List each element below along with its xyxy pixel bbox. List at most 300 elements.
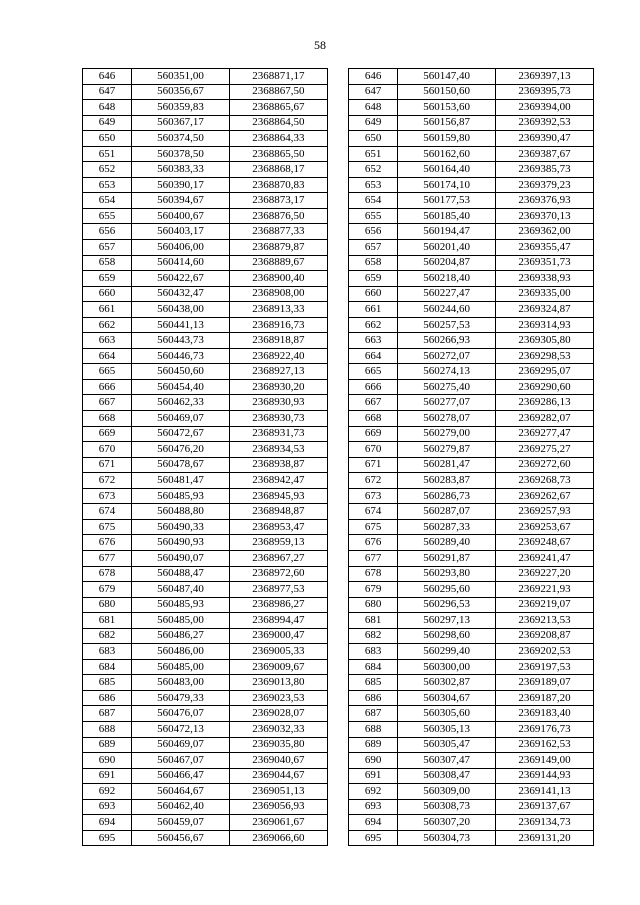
table-row bbox=[83, 566, 594, 582]
table-row bbox=[83, 582, 594, 598]
left-y-coordinate-cell: 2368871,17 bbox=[229, 69, 327, 85]
left-point-number-cell: 681 bbox=[83, 613, 132, 629]
column-gap bbox=[327, 348, 348, 364]
left-x-coordinate-cell: 560483,00 bbox=[131, 675, 229, 691]
left-point-number-cell: 671 bbox=[83, 457, 132, 473]
right-x-coordinate-cell: 560287,07 bbox=[398, 504, 496, 520]
table-row bbox=[83, 644, 594, 660]
column-gap bbox=[327, 799, 348, 815]
right-point-number-cell: 671 bbox=[349, 457, 398, 473]
left-x-coordinate-cell: 560359,83 bbox=[131, 100, 229, 116]
left-x-coordinate-cell: 560432,47 bbox=[131, 286, 229, 302]
table-row bbox=[83, 348, 594, 364]
right-x-coordinate-cell: 560272,07 bbox=[398, 348, 496, 364]
right-y-coordinate-cell: 2369141,13 bbox=[496, 784, 594, 800]
right-x-coordinate-cell: 560309,00 bbox=[398, 784, 496, 800]
table-row bbox=[83, 317, 594, 333]
column-gap bbox=[327, 395, 348, 411]
column-gap bbox=[327, 519, 348, 535]
right-x-coordinate-cell: 560156,87 bbox=[398, 115, 496, 131]
left-x-coordinate-cell: 560479,33 bbox=[131, 690, 229, 706]
left-point-number-cell: 686 bbox=[83, 690, 132, 706]
right-point-number-cell: 667 bbox=[349, 395, 398, 411]
right-point-number-cell: 658 bbox=[349, 255, 398, 271]
right-point-number-cell: 651 bbox=[349, 146, 398, 162]
right-point-number-cell: 647 bbox=[349, 84, 398, 100]
left-point-number-cell: 654 bbox=[83, 193, 132, 209]
table-row bbox=[83, 488, 594, 504]
right-x-coordinate-cell: 560147,40 bbox=[398, 69, 496, 85]
left-y-coordinate-cell: 2368953,47 bbox=[229, 519, 327, 535]
right-y-coordinate-cell: 2369324,87 bbox=[496, 302, 594, 318]
right-point-number-cell: 655 bbox=[349, 208, 398, 224]
table-row bbox=[83, 519, 594, 535]
left-x-coordinate-cell: 560450,60 bbox=[131, 364, 229, 380]
right-x-coordinate-cell: 560296,53 bbox=[398, 597, 496, 613]
left-point-number-cell: 659 bbox=[83, 271, 132, 287]
left-y-coordinate-cell: 2369028,07 bbox=[229, 706, 327, 722]
right-x-coordinate-cell: 560227,47 bbox=[398, 286, 496, 302]
right-y-coordinate-cell: 2369338,93 bbox=[496, 271, 594, 287]
right-point-number-cell: 695 bbox=[349, 830, 398, 846]
table-row bbox=[83, 411, 594, 427]
left-y-coordinate-cell: 2369005,33 bbox=[229, 644, 327, 660]
right-y-coordinate-cell: 2369379,23 bbox=[496, 177, 594, 193]
left-y-coordinate-cell: 2368865,50 bbox=[229, 146, 327, 162]
right-y-coordinate-cell: 2369298,53 bbox=[496, 348, 594, 364]
right-point-number-cell: 683 bbox=[349, 644, 398, 660]
left-y-coordinate-cell: 2369040,67 bbox=[229, 753, 327, 769]
left-point-number-cell: 680 bbox=[83, 597, 132, 613]
left-point-number-cell: 651 bbox=[83, 146, 132, 162]
right-y-coordinate-cell: 2369202,53 bbox=[496, 644, 594, 660]
right-point-number-cell: 661 bbox=[349, 302, 398, 318]
left-y-coordinate-cell: 2368864,33 bbox=[229, 131, 327, 147]
table-row bbox=[83, 255, 594, 271]
right-x-coordinate-cell: 560244,60 bbox=[398, 302, 496, 318]
right-y-coordinate-cell: 2369282,07 bbox=[496, 411, 594, 427]
right-point-number-cell: 652 bbox=[349, 162, 398, 178]
right-point-number-cell: 649 bbox=[349, 115, 398, 131]
left-point-number-cell: 661 bbox=[83, 302, 132, 318]
table-row bbox=[83, 690, 594, 706]
left-point-number-cell: 689 bbox=[83, 737, 132, 753]
left-point-number-cell: 672 bbox=[83, 473, 132, 489]
column-gap bbox=[327, 628, 348, 644]
right-point-number-cell: 664 bbox=[349, 348, 398, 364]
right-point-number-cell: 680 bbox=[349, 597, 398, 613]
table-row bbox=[83, 364, 594, 380]
left-x-coordinate-cell: 560469,07 bbox=[131, 411, 229, 427]
left-x-coordinate-cell: 560488,80 bbox=[131, 504, 229, 520]
left-y-coordinate-cell: 2368908,00 bbox=[229, 286, 327, 302]
left-x-coordinate-cell: 560486,00 bbox=[131, 644, 229, 660]
column-gap bbox=[327, 364, 348, 380]
column-gap bbox=[327, 566, 348, 582]
table-row bbox=[83, 115, 594, 131]
left-y-coordinate-cell: 2369061,67 bbox=[229, 815, 327, 831]
right-point-number-cell: 679 bbox=[349, 582, 398, 598]
left-x-coordinate-cell: 560422,67 bbox=[131, 271, 229, 287]
right-y-coordinate-cell: 2369219,07 bbox=[496, 597, 594, 613]
column-gap bbox=[327, 659, 348, 675]
right-point-number-cell: 648 bbox=[349, 100, 398, 116]
left-x-coordinate-cell: 560390,17 bbox=[131, 177, 229, 193]
table-row bbox=[83, 706, 594, 722]
column-gap bbox=[327, 830, 348, 846]
left-point-number-cell: 695 bbox=[83, 830, 132, 846]
right-y-coordinate-cell: 2369257,93 bbox=[496, 504, 594, 520]
left-point-number-cell: 677 bbox=[83, 550, 132, 566]
left-point-number-cell: 675 bbox=[83, 519, 132, 535]
left-y-coordinate-cell: 2368942,47 bbox=[229, 473, 327, 489]
left-x-coordinate-cell: 560446,73 bbox=[131, 348, 229, 364]
left-x-coordinate-cell: 560478,67 bbox=[131, 457, 229, 473]
left-point-number-cell: 646 bbox=[83, 69, 132, 85]
left-x-coordinate-cell: 560400,67 bbox=[131, 208, 229, 224]
left-point-number-cell: 657 bbox=[83, 240, 132, 256]
left-y-coordinate-cell: 2368879,87 bbox=[229, 240, 327, 256]
left-y-coordinate-cell: 2369066,60 bbox=[229, 830, 327, 846]
left-y-coordinate-cell: 2368972,60 bbox=[229, 566, 327, 582]
right-x-coordinate-cell: 560274,13 bbox=[398, 364, 496, 380]
left-x-coordinate-cell: 560469,07 bbox=[131, 737, 229, 753]
left-x-coordinate-cell: 560356,67 bbox=[131, 84, 229, 100]
right-y-coordinate-cell: 2369221,93 bbox=[496, 582, 594, 598]
right-x-coordinate-cell: 560279,00 bbox=[398, 426, 496, 442]
left-x-coordinate-cell: 560490,33 bbox=[131, 519, 229, 535]
right-x-coordinate-cell: 560297,13 bbox=[398, 613, 496, 629]
left-point-number-cell: 690 bbox=[83, 753, 132, 769]
column-gap bbox=[327, 208, 348, 224]
column-gap bbox=[327, 426, 348, 442]
left-x-coordinate-cell: 560485,00 bbox=[131, 613, 229, 629]
left-x-coordinate-cell: 560462,33 bbox=[131, 395, 229, 411]
left-x-coordinate-cell: 560383,33 bbox=[131, 162, 229, 178]
column-gap bbox=[327, 302, 348, 318]
left-y-coordinate-cell: 2368864,50 bbox=[229, 115, 327, 131]
right-x-coordinate-cell: 560304,73 bbox=[398, 830, 496, 846]
table-row bbox=[83, 69, 594, 85]
left-y-coordinate-cell: 2368934,53 bbox=[229, 442, 327, 458]
table-row bbox=[83, 550, 594, 566]
right-point-number-cell: 662 bbox=[349, 317, 398, 333]
left-x-coordinate-cell: 560486,27 bbox=[131, 628, 229, 644]
left-x-coordinate-cell: 560378,50 bbox=[131, 146, 229, 162]
left-y-coordinate-cell: 2368930,20 bbox=[229, 379, 327, 395]
table-row bbox=[83, 442, 594, 458]
right-x-coordinate-cell: 560305,13 bbox=[398, 721, 496, 737]
right-y-coordinate-cell: 2369390,47 bbox=[496, 131, 594, 147]
left-y-coordinate-cell: 2368889,67 bbox=[229, 255, 327, 271]
table-row bbox=[83, 146, 594, 162]
right-point-number-cell: 687 bbox=[349, 706, 398, 722]
right-x-coordinate-cell: 560287,33 bbox=[398, 519, 496, 535]
table-row bbox=[83, 737, 594, 753]
right-x-coordinate-cell: 560298,60 bbox=[398, 628, 496, 644]
left-x-coordinate-cell: 560351,00 bbox=[131, 69, 229, 85]
right-x-coordinate-cell: 560162,60 bbox=[398, 146, 496, 162]
table-row bbox=[83, 659, 594, 675]
column-gap bbox=[327, 597, 348, 613]
right-y-coordinate-cell: 2369314,93 bbox=[496, 317, 594, 333]
right-x-coordinate-cell: 560153,60 bbox=[398, 100, 496, 116]
right-x-coordinate-cell: 560289,40 bbox=[398, 535, 496, 551]
left-x-coordinate-cell: 560467,07 bbox=[131, 753, 229, 769]
column-gap bbox=[327, 224, 348, 240]
right-x-coordinate-cell: 560299,40 bbox=[398, 644, 496, 660]
right-y-coordinate-cell: 2369137,67 bbox=[496, 799, 594, 815]
right-y-coordinate-cell: 2369189,07 bbox=[496, 675, 594, 691]
right-point-number-cell: 670 bbox=[349, 442, 398, 458]
right-y-coordinate-cell: 2369362,00 bbox=[496, 224, 594, 240]
left-point-number-cell: 655 bbox=[83, 208, 132, 224]
right-point-number-cell: 691 bbox=[349, 768, 398, 784]
left-y-coordinate-cell: 2368977,53 bbox=[229, 582, 327, 598]
right-point-number-cell: 666 bbox=[349, 379, 398, 395]
column-gap bbox=[327, 193, 348, 209]
right-y-coordinate-cell: 2369187,20 bbox=[496, 690, 594, 706]
table-row bbox=[83, 815, 594, 831]
right-x-coordinate-cell: 560150,60 bbox=[398, 84, 496, 100]
right-x-coordinate-cell: 560304,67 bbox=[398, 690, 496, 706]
left-y-coordinate-cell: 2368959,13 bbox=[229, 535, 327, 551]
right-point-number-cell: 663 bbox=[349, 333, 398, 349]
right-point-number-cell: 665 bbox=[349, 364, 398, 380]
left-y-coordinate-cell: 2368922,40 bbox=[229, 348, 327, 364]
right-x-coordinate-cell: 560283,87 bbox=[398, 473, 496, 489]
left-point-number-cell: 662 bbox=[83, 317, 132, 333]
right-x-coordinate-cell: 560291,87 bbox=[398, 550, 496, 566]
right-y-coordinate-cell: 2369262,67 bbox=[496, 488, 594, 504]
left-y-coordinate-cell: 2368865,67 bbox=[229, 100, 327, 116]
right-y-coordinate-cell: 2369305,80 bbox=[496, 333, 594, 349]
left-y-coordinate-cell: 2369000,47 bbox=[229, 628, 327, 644]
table-row bbox=[83, 208, 594, 224]
column-gap bbox=[327, 146, 348, 162]
table-row bbox=[83, 597, 594, 613]
right-point-number-cell: 657 bbox=[349, 240, 398, 256]
right-y-coordinate-cell: 2369395,73 bbox=[496, 84, 594, 100]
left-point-number-cell: 679 bbox=[83, 582, 132, 598]
left-point-number-cell: 660 bbox=[83, 286, 132, 302]
left-point-number-cell: 669 bbox=[83, 426, 132, 442]
table-row bbox=[83, 131, 594, 147]
left-point-number-cell: 652 bbox=[83, 162, 132, 178]
left-y-coordinate-cell: 2368930,93 bbox=[229, 395, 327, 411]
table-row bbox=[83, 675, 594, 691]
right-point-number-cell: 694 bbox=[349, 815, 398, 831]
column-gap bbox=[327, 177, 348, 193]
right-point-number-cell: 681 bbox=[349, 613, 398, 629]
table-row bbox=[83, 100, 594, 116]
right-x-coordinate-cell: 560300,00 bbox=[398, 659, 496, 675]
left-x-coordinate-cell: 560456,67 bbox=[131, 830, 229, 846]
right-point-number-cell: 684 bbox=[349, 659, 398, 675]
right-y-coordinate-cell: 2369286,13 bbox=[496, 395, 594, 411]
right-point-number-cell: 682 bbox=[349, 628, 398, 644]
table-row bbox=[83, 753, 594, 769]
right-x-coordinate-cell: 560185,40 bbox=[398, 208, 496, 224]
left-x-coordinate-cell: 560485,93 bbox=[131, 597, 229, 613]
left-point-number-cell: 678 bbox=[83, 566, 132, 582]
column-gap bbox=[327, 550, 348, 566]
column-gap bbox=[327, 644, 348, 660]
column-gap bbox=[327, 411, 348, 427]
right-y-coordinate-cell: 2369275,27 bbox=[496, 442, 594, 458]
left-y-coordinate-cell: 2368867,50 bbox=[229, 84, 327, 100]
right-point-number-cell: 650 bbox=[349, 131, 398, 147]
left-x-coordinate-cell: 560414,60 bbox=[131, 255, 229, 271]
left-point-number-cell: 665 bbox=[83, 364, 132, 380]
right-point-number-cell: 668 bbox=[349, 411, 398, 427]
column-gap bbox=[327, 690, 348, 706]
left-y-coordinate-cell: 2368994,47 bbox=[229, 613, 327, 629]
right-y-coordinate-cell: 2369392,53 bbox=[496, 115, 594, 131]
left-point-number-cell: 684 bbox=[83, 659, 132, 675]
table-row bbox=[83, 302, 594, 318]
left-point-number-cell: 691 bbox=[83, 768, 132, 784]
column-gap bbox=[327, 84, 348, 100]
column-gap bbox=[327, 457, 348, 473]
table-row bbox=[83, 224, 594, 240]
left-x-coordinate-cell: 560454,40 bbox=[131, 379, 229, 395]
left-x-coordinate-cell: 560443,73 bbox=[131, 333, 229, 349]
left-x-coordinate-cell: 560490,93 bbox=[131, 535, 229, 551]
table-row bbox=[83, 457, 594, 473]
left-y-coordinate-cell: 2368916,73 bbox=[229, 317, 327, 333]
left-y-coordinate-cell: 2368967,27 bbox=[229, 550, 327, 566]
right-point-number-cell: 654 bbox=[349, 193, 398, 209]
table-row bbox=[83, 240, 594, 256]
table-row bbox=[83, 613, 594, 629]
right-y-coordinate-cell: 2369144,93 bbox=[496, 768, 594, 784]
left-x-coordinate-cell: 560472,67 bbox=[131, 426, 229, 442]
left-y-coordinate-cell: 2368900,40 bbox=[229, 271, 327, 287]
column-gap bbox=[327, 582, 348, 598]
right-y-coordinate-cell: 2369253,67 bbox=[496, 519, 594, 535]
left-point-number-cell: 667 bbox=[83, 395, 132, 411]
right-x-coordinate-cell: 560275,40 bbox=[398, 379, 496, 395]
right-y-coordinate-cell: 2369268,73 bbox=[496, 473, 594, 489]
column-gap bbox=[327, 675, 348, 691]
left-y-coordinate-cell: 2368945,93 bbox=[229, 488, 327, 504]
right-x-coordinate-cell: 560218,40 bbox=[398, 271, 496, 287]
left-y-coordinate-cell: 2368877,33 bbox=[229, 224, 327, 240]
right-x-coordinate-cell: 560286,73 bbox=[398, 488, 496, 504]
column-gap bbox=[327, 333, 348, 349]
right-point-number-cell: 690 bbox=[349, 753, 398, 769]
coordinates-table bbox=[82, 68, 594, 846]
right-y-coordinate-cell: 2369149,00 bbox=[496, 753, 594, 769]
table-row bbox=[83, 162, 594, 178]
right-y-coordinate-cell: 2369176,73 bbox=[496, 721, 594, 737]
right-x-coordinate-cell: 560201,40 bbox=[398, 240, 496, 256]
left-y-coordinate-cell: 2368930,73 bbox=[229, 411, 327, 427]
table-row bbox=[83, 721, 594, 737]
column-gap bbox=[327, 721, 348, 737]
right-y-coordinate-cell: 2369197,53 bbox=[496, 659, 594, 675]
column-gap bbox=[327, 379, 348, 395]
left-y-coordinate-cell: 2368931,73 bbox=[229, 426, 327, 442]
left-x-coordinate-cell: 560481,47 bbox=[131, 473, 229, 489]
left-point-number-cell: 693 bbox=[83, 799, 132, 815]
right-point-number-cell: 674 bbox=[349, 504, 398, 520]
right-point-number-cell: 677 bbox=[349, 550, 398, 566]
table-row bbox=[83, 799, 594, 815]
right-y-coordinate-cell: 2369387,67 bbox=[496, 146, 594, 162]
right-point-number-cell: 678 bbox=[349, 566, 398, 582]
left-x-coordinate-cell: 560441,13 bbox=[131, 317, 229, 333]
left-point-number-cell: 694 bbox=[83, 815, 132, 831]
left-x-coordinate-cell: 560438,00 bbox=[131, 302, 229, 318]
left-y-coordinate-cell: 2369023,53 bbox=[229, 690, 327, 706]
left-point-number-cell: 666 bbox=[83, 379, 132, 395]
right-point-number-cell: 688 bbox=[349, 721, 398, 737]
left-x-coordinate-cell: 560459,07 bbox=[131, 815, 229, 831]
left-point-number-cell: 673 bbox=[83, 488, 132, 504]
right-y-coordinate-cell: 2369183,40 bbox=[496, 706, 594, 722]
right-y-coordinate-cell: 2369248,67 bbox=[496, 535, 594, 551]
table-row bbox=[83, 84, 594, 100]
table-row bbox=[83, 784, 594, 800]
left-point-number-cell: 658 bbox=[83, 255, 132, 271]
right-x-coordinate-cell: 560308,73 bbox=[398, 799, 496, 815]
column-gap bbox=[327, 488, 348, 504]
left-point-number-cell: 664 bbox=[83, 348, 132, 364]
right-x-coordinate-cell: 560278,07 bbox=[398, 411, 496, 427]
column-gap bbox=[327, 613, 348, 629]
table-row bbox=[83, 379, 594, 395]
left-x-coordinate-cell: 560472,13 bbox=[131, 721, 229, 737]
table-row bbox=[83, 271, 594, 287]
column-gap bbox=[327, 271, 348, 287]
right-y-coordinate-cell: 2369370,13 bbox=[496, 208, 594, 224]
column-gap bbox=[327, 255, 348, 271]
left-point-number-cell: 663 bbox=[83, 333, 132, 349]
table-row bbox=[83, 333, 594, 349]
left-x-coordinate-cell: 560462,40 bbox=[131, 799, 229, 815]
left-point-number-cell: 649 bbox=[83, 115, 132, 131]
right-x-coordinate-cell: 560194,47 bbox=[398, 224, 496, 240]
right-y-coordinate-cell: 2369277,47 bbox=[496, 426, 594, 442]
left-y-coordinate-cell: 2368918,87 bbox=[229, 333, 327, 349]
table-row bbox=[83, 177, 594, 193]
right-x-coordinate-cell: 560204,87 bbox=[398, 255, 496, 271]
left-y-coordinate-cell: 2368913,33 bbox=[229, 302, 327, 318]
right-y-coordinate-cell: 2369241,47 bbox=[496, 550, 594, 566]
right-x-coordinate-cell: 560302,87 bbox=[398, 675, 496, 691]
column-gap bbox=[327, 286, 348, 302]
right-point-number-cell: 656 bbox=[349, 224, 398, 240]
right-x-coordinate-cell: 560177,53 bbox=[398, 193, 496, 209]
left-y-coordinate-cell: 2368927,13 bbox=[229, 364, 327, 380]
right-point-number-cell: 676 bbox=[349, 535, 398, 551]
left-point-number-cell: 650 bbox=[83, 131, 132, 147]
left-y-coordinate-cell: 2369035,80 bbox=[229, 737, 327, 753]
right-x-coordinate-cell: 560257,53 bbox=[398, 317, 496, 333]
left-x-coordinate-cell: 560476,20 bbox=[131, 442, 229, 458]
column-gap bbox=[327, 504, 348, 520]
left-point-number-cell: 688 bbox=[83, 721, 132, 737]
right-y-coordinate-cell: 2369290,60 bbox=[496, 379, 594, 395]
right-x-coordinate-cell: 560174,10 bbox=[398, 177, 496, 193]
right-point-number-cell: 673 bbox=[349, 488, 398, 504]
left-point-number-cell: 676 bbox=[83, 535, 132, 551]
right-y-coordinate-cell: 2369208,87 bbox=[496, 628, 594, 644]
left-x-coordinate-cell: 560476,07 bbox=[131, 706, 229, 722]
left-y-coordinate-cell: 2369051,13 bbox=[229, 784, 327, 800]
